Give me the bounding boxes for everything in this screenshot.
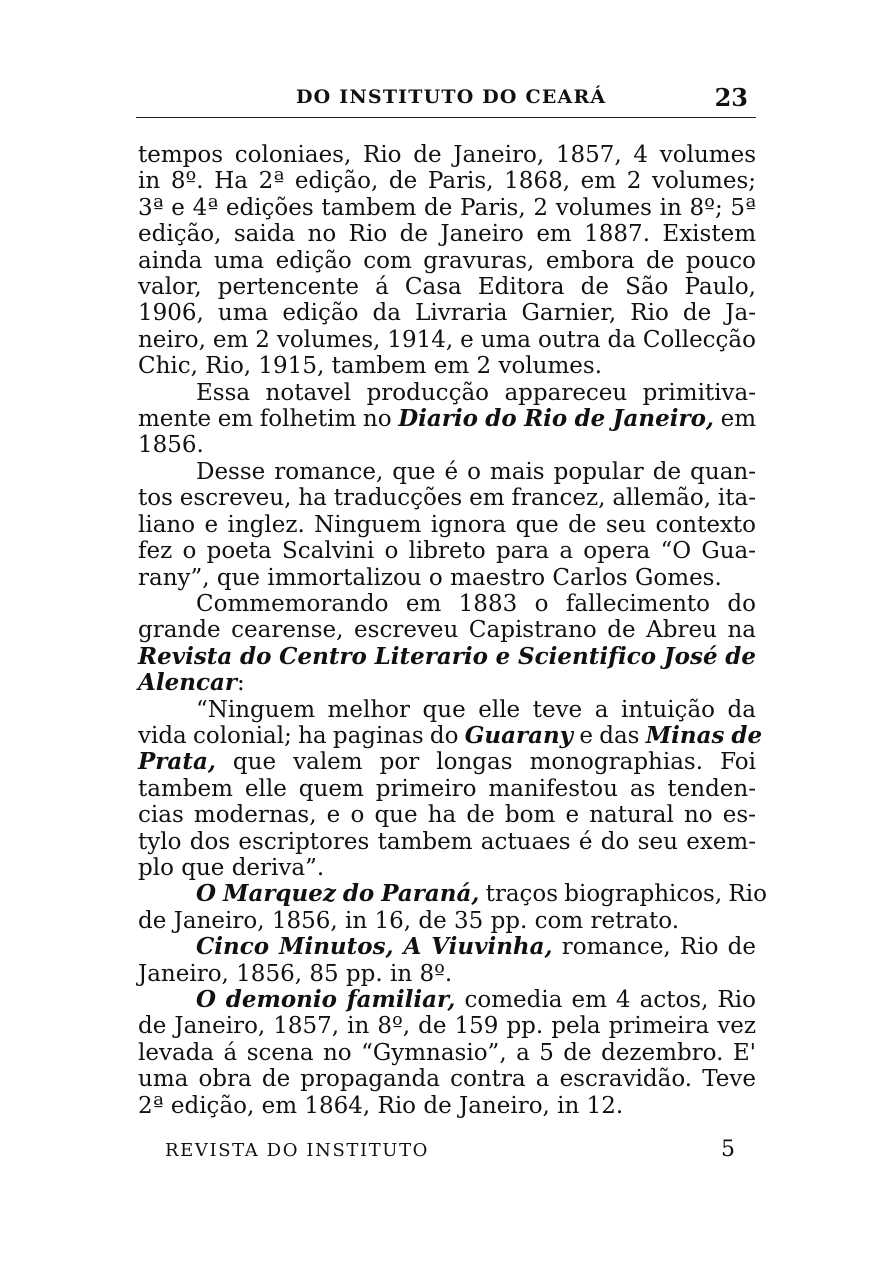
text-line: 1856. bbox=[138, 432, 204, 459]
text-line: Commemorando em 1883 o fallecimento do bbox=[196, 590, 756, 617]
text-line: de Janeiro, 1857, in 8º, de 159 pp. pela primeira vez bbox=[138, 1013, 756, 1040]
text-line: tos escreveu, ha traducções em francez, allemão, ita- bbox=[138, 485, 756, 512]
text-line: uma obra de propaganda contra a escravidão. Teve bbox=[138, 1066, 756, 1093]
text-line: “Ninguem melhor que elle teve a intuição da bbox=[196, 696, 756, 723]
italic-title-revista: Revista do Centro Literario e Scientifico José de bbox=[138, 642, 756, 670]
text-line: in 8º. Ha 2ª edição, de Paris, 1868, em 2 volumes; bbox=[138, 168, 756, 195]
text-line: grande cearense, escreveu Capistrano de Abreu na bbox=[138, 617, 756, 644]
text-line: Chic, Rio, 1915, tambem em 2 volumes. bbox=[138, 353, 603, 380]
italic-title-demonio: O demonio familiar, bbox=[196, 986, 456, 1013]
text-line: 3ª e 4ª edições tambem de Paris, 2 volumes in 8º; 5ª bbox=[138, 194, 756, 221]
italic-title-cinco-minutos: Cinco Minutos, A Viuvinha, bbox=[196, 933, 553, 961]
text-line: Essa notavel producção appareceu primitiva- bbox=[196, 379, 756, 406]
paragraph-3 bbox=[138, 459, 756, 591]
text-line: levada á scena no “Gymnasio”, a 5 de dezembro. E' bbox=[138, 1039, 756, 1066]
italic-title-guarany: Guarany bbox=[464, 721, 574, 749]
italic-title-marquez: O Marquez do Paraná, bbox=[196, 880, 480, 908]
text-segment: mente em folhetim no bbox=[138, 406, 399, 433]
text-line bbox=[138, 406, 756, 432]
text-line: liano e inglez. Ninguem ignora que de seu contexto bbox=[138, 511, 756, 538]
text-segment: comedia em 4 actos, Rio bbox=[455, 987, 756, 1013]
text-line bbox=[138, 721, 763, 749]
italic-title-prata: Prata, bbox=[138, 748, 216, 776]
text-line: edição, saida no Rio de Janeiro em 1887. Existem bbox=[138, 221, 756, 248]
paragraph-1 bbox=[138, 142, 756, 380]
text-line: valor, pertencente á Casa Editora de São Paulo, bbox=[138, 274, 756, 301]
text-line bbox=[138, 987, 756, 1013]
text-line: tambem elle quem primeiro manifestou as tenden- bbox=[138, 775, 756, 802]
paragraph-2 bbox=[138, 380, 756, 459]
page-number: 23 bbox=[714, 83, 748, 112]
signature-mark: 5 bbox=[721, 1137, 735, 1162]
text-line: 2ª edição, em 1864, Rio de Janeiro, in 12. bbox=[138, 1092, 624, 1119]
page-footer bbox=[165, 1137, 735, 1170]
italic-title-minas: Minas de bbox=[645, 721, 763, 749]
text-line: cias modernas, e o que ha de bom e natural no es- bbox=[138, 802, 756, 829]
text-line bbox=[138, 934, 756, 960]
footer-title: REVISTA DO INSTITUTO bbox=[165, 1140, 430, 1161]
text-line: rany”, que immortalizou o maestro Carlos Gomes. bbox=[138, 564, 722, 591]
text-segment: vida colonial; ha paginas do bbox=[138, 722, 465, 749]
text-line: plo que deriva”. bbox=[138, 854, 325, 881]
text-segment: que valem por longas monographias. Foi bbox=[215, 749, 756, 776]
text-line: ainda uma edição com gravuras, embora de pouco bbox=[138, 247, 756, 274]
text-line bbox=[138, 749, 756, 775]
paragraph-marquez bbox=[138, 880, 767, 934]
header-rule bbox=[136, 117, 756, 118]
text-line bbox=[138, 670, 756, 696]
text-segment: e das bbox=[573, 722, 646, 749]
text-line: Janeiro, 1856, 85 pp. in 8º. bbox=[138, 960, 453, 987]
text-line bbox=[138, 880, 767, 908]
text-line: de Janeiro, 1856, in 16, de 35 pp. com retrato. bbox=[138, 907, 680, 934]
text-segment: traços biographicos, Rio bbox=[479, 881, 767, 908]
paragraph-demonio bbox=[138, 987, 756, 1119]
paragraph-quote bbox=[138, 696, 763, 882]
paragraph-4 bbox=[138, 591, 756, 697]
running-header-title: DO INSTITUTO DO CEARÁ bbox=[296, 86, 607, 108]
italic-title-alencar: Alencar bbox=[138, 669, 237, 697]
text-line: Desse romance, que é o mais popular de quan- bbox=[196, 458, 756, 485]
page-body bbox=[138, 142, 767, 1119]
text-line: tempos coloniaes, Rio de Janeiro, 1857, 4 volumes bbox=[138, 142, 756, 168]
paragraph-cinco-minutos bbox=[138, 934, 756, 987]
text-line: 1906, uma edição da Livraria Garnier, Rio de Ja- bbox=[138, 300, 756, 327]
text-line: fez o poeta Scalvini o libreto para a opera “O Gua- bbox=[138, 538, 756, 565]
text-segment: : bbox=[236, 670, 245, 697]
text-segment: romance, Rio de bbox=[552, 934, 756, 961]
italic-title-diario: Diario do Rio de Janeiro, bbox=[398, 405, 714, 433]
text-line: neiro, em 2 volumes, 1914, e uma outra da Collecção bbox=[138, 326, 756, 353]
text-line: tylo dos escriptores tambem actuaes é do seu exem- bbox=[138, 828, 756, 855]
running-header bbox=[136, 83, 756, 116]
text-segment: em bbox=[713, 406, 756, 433]
